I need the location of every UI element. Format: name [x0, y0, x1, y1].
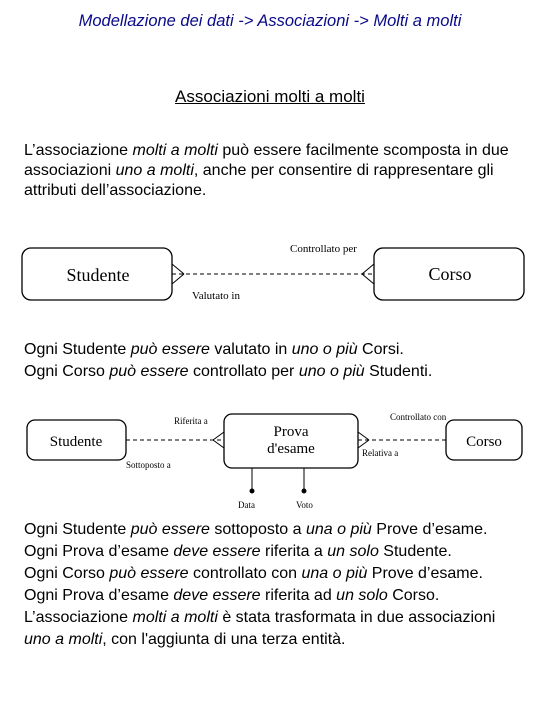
text: sottoposto a: [209, 521, 306, 538]
text: controllato per: [188, 363, 299, 380]
emphasis: una o più: [301, 565, 368, 582]
text: Ogni Prova d’esame: [24, 543, 174, 560]
text: Ogni Corso: [24, 565, 110, 582]
emphasis: può essere: [130, 341, 210, 358]
emphasis: può essere: [109, 565, 189, 582]
intro-emphasis: molti a molti: [132, 142, 218, 159]
paragraph-cardinality-1: [24, 339, 524, 383]
relationship-label-bottom: Valutato in: [192, 290, 240, 302]
entity-prova-label: Prova d'esame: [267, 424, 315, 457]
entity-corso-label: Corso: [428, 264, 472, 284]
emphasis: un solo: [336, 587, 388, 604]
attribute-data-dot: [250, 489, 255, 494]
relationship-prova-corso: [358, 432, 446, 448]
text: controllato con: [188, 565, 302, 582]
emphasis: può essere: [109, 363, 189, 380]
sentence: [24, 361, 524, 383]
intro-text: può essere facilmente scomposta in due associazioni: [24, 142, 509, 179]
sentence: [24, 607, 524, 651]
relationship-label-controllato: Controllato con: [390, 412, 447, 422]
sentence: [24, 339, 524, 361]
text: Studente.: [378, 543, 452, 560]
relationship-label-sottoposto: Sottoposto a: [126, 460, 171, 470]
intro-text: L’associazione: [24, 142, 133, 159]
text: , con l'aggiunta di una terza entità.: [102, 631, 346, 648]
text: Corsi.: [357, 341, 404, 358]
text: Corso.: [387, 587, 440, 604]
emphasis: un solo: [327, 543, 379, 560]
emphasis: deve essere: [173, 587, 261, 604]
text: Prove d’esame.: [371, 521, 488, 538]
relationship-studente-prova: [126, 432, 224, 448]
entity-studente-label: Studente: [49, 434, 103, 450]
emphasis: uno o più: [298, 363, 365, 380]
attribute-voto-dot: [302, 489, 307, 494]
intro-text: , anche per consentire di rappresentare gli attributi dell’associazione.: [24, 162, 494, 199]
emphasis: uno o più: [291, 341, 358, 358]
emphasis: può essere: [130, 521, 210, 538]
relationship-dashed-line: [172, 264, 374, 284]
attribute-lines: [252, 468, 304, 490]
sentence: [24, 585, 524, 607]
emphasis: uno a molti: [24, 631, 103, 648]
relationship-label-top: Controllato per: [290, 243, 357, 255]
paragraph-cardinality-2: [24, 519, 524, 651]
text: Prove d’esame.: [367, 565, 483, 582]
attribute-voto-label: Voto: [296, 500, 313, 510]
relationship-label-relativa: Relativa a: [362, 448, 399, 458]
sentence: [24, 541, 524, 563]
page-title: Associazioni molti a molti: [175, 87, 365, 106]
emphasis: una o più: [305, 521, 372, 538]
text: riferita ad: [260, 587, 337, 604]
text: è stata trasformata in due associazioni: [217, 609, 496, 626]
entity-corso-label: Corso: [466, 434, 502, 450]
text: Ogni Prova d’esame: [24, 587, 174, 604]
intro-paragraph: [24, 141, 524, 201]
er-diagram-many-to-many: [0, 234, 540, 310]
text: riferita a: [260, 543, 328, 560]
er-diagram-one-to-many: [0, 404, 540, 514]
emphasis: deve essere: [173, 543, 261, 560]
text: Ogni Corso: [24, 363, 110, 380]
text: Ogni Studente: [24, 341, 131, 358]
sentence: [24, 563, 524, 585]
attribute-data-label: Data: [238, 500, 255, 510]
text: Studenti.: [364, 363, 433, 380]
intro-emphasis: uno a molti: [115, 162, 194, 179]
relationship-label-riferita: Riferita a: [174, 416, 208, 426]
text: Ogni Studente: [24, 521, 131, 538]
breadcrumb: Modellazione dei dati -> Associazioni -> Molti a molti: [78, 12, 462, 30]
entity-studente-label: Studente: [66, 265, 130, 285]
text: L’associazione: [24, 609, 133, 626]
text: valutato in: [209, 341, 292, 358]
sentence: [24, 519, 524, 541]
emphasis: molti a molti: [132, 609, 218, 626]
